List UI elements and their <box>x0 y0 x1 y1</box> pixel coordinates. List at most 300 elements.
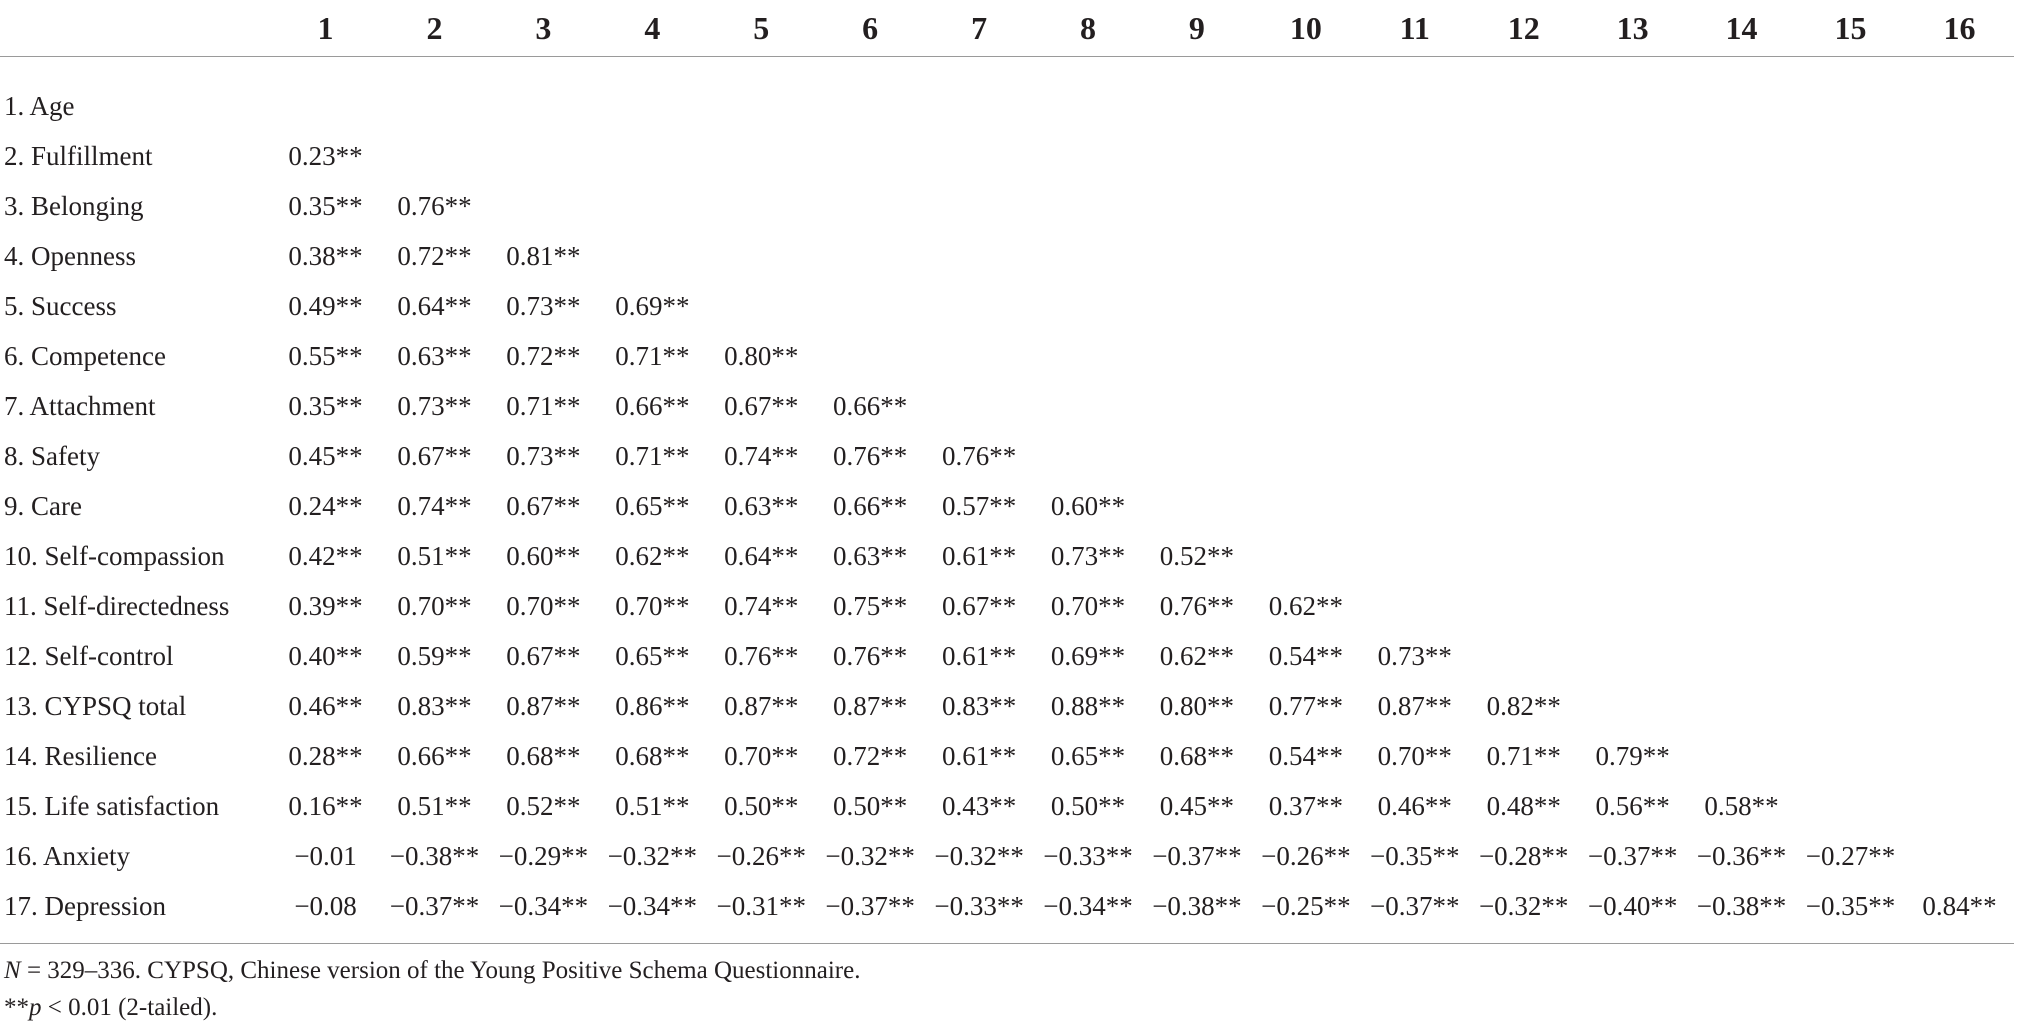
empty-cell <box>1578 131 1687 181</box>
correlation-cell: 0.74** <box>724 440 799 471</box>
correlation-cell: 0.73** <box>506 440 581 471</box>
empty-cell <box>1469 431 1578 481</box>
correlation-cell: 0.83** <box>941 690 1017 721</box>
correlation-cell: 0.68** <box>615 740 690 771</box>
correlation-cell: −0.28** <box>1478 840 1569 871</box>
correlation-cell: 0.70** <box>615 590 690 621</box>
footnote-sample-size <box>4 952 860 989</box>
correlation-cell: 0.62** <box>1159 640 1235 671</box>
correlation-cell: 0.62** <box>615 540 690 571</box>
empty-cell <box>1251 81 1360 131</box>
empty-cell <box>1687 531 1796 581</box>
empty-cell <box>925 181 1034 231</box>
empty-cell <box>816 181 925 231</box>
correlation-cell: 0.72** <box>506 340 581 371</box>
correlation-cell: 0.64** <box>397 290 472 321</box>
correlation-cell: 0.80** <box>1159 690 1235 721</box>
correlation-cell: 0.76** <box>724 640 799 671</box>
correlation-cell: −0.08 <box>294 890 357 921</box>
correlation-cell: 0.67** <box>506 490 581 521</box>
row-label: 15. Life satisfaction <box>4 790 220 821</box>
empty-cell <box>1687 581 1796 631</box>
empty-cell <box>1360 181 1469 231</box>
empty-cell <box>1796 781 1905 831</box>
footnote-n-text: = 329–336. CYPSQ, Chinese version of the Young Positive Schema Questionnaire. <box>20 957 861 984</box>
empty-cell <box>1469 231 1578 281</box>
empty-cell <box>1796 181 1905 231</box>
empty-cell <box>1251 181 1360 231</box>
correlation-cell: 0.66** <box>833 390 908 421</box>
correlation-cell: 0.43** <box>941 790 1017 821</box>
correlation-cell: 0.76** <box>1159 590 1235 621</box>
correlation-cell: 0.71** <box>615 440 690 471</box>
correlation-cell: 0.71** <box>506 390 581 421</box>
correlation-cell: −0.38** <box>389 840 480 871</box>
correlation-cell: −0.40** <box>1587 890 1678 921</box>
column-header-15: 15 <box>1834 9 1867 46</box>
correlation-cell: 0.83** <box>397 690 472 721</box>
empty-cell <box>1469 581 1578 631</box>
correlation-cell: 0.75** <box>833 590 908 621</box>
correlation-cell: 0.73** <box>397 390 472 421</box>
empty-cell <box>1905 131 2014 181</box>
empty-cell <box>1142 181 1251 231</box>
correlation-cell: −0.25** <box>1261 890 1351 921</box>
correlation-cell: 0.73** <box>506 290 581 321</box>
empty-cell <box>1034 381 1143 431</box>
correlation-cell: −0.31** <box>716 890 806 921</box>
correlation-cell: 0.71** <box>615 340 690 371</box>
empty-cell <box>1251 481 1360 531</box>
correlation-cell: 0.87** <box>506 690 581 721</box>
empty-cell <box>1142 381 1251 431</box>
correlation-cell: −0.34** <box>1043 890 1133 921</box>
empty-cell <box>1251 431 1360 481</box>
correlation-cell: −0.32** <box>1478 890 1569 921</box>
empty-cell <box>1034 231 1143 281</box>
empty-cell <box>1578 331 1687 381</box>
empty-cell <box>1360 581 1469 631</box>
empty-cell <box>1796 131 1905 181</box>
empty-cell <box>1142 331 1251 381</box>
correlation-cell: 0.59** <box>397 640 472 671</box>
empty-cell <box>1469 531 1578 581</box>
correlation-cell: 0.51** <box>397 540 472 571</box>
correlation-cell: 0.69** <box>1050 640 1126 671</box>
empty-cell <box>1796 631 1905 681</box>
empty-cell <box>1905 331 2014 381</box>
empty-cell <box>1796 331 1905 381</box>
empty-cell <box>1034 281 1143 331</box>
footer-spacer-row <box>0 931 2014 944</box>
row-label: 2. Fulfillment <box>4 140 153 171</box>
empty-cell <box>1360 531 1469 581</box>
empty-cell <box>1796 731 1905 781</box>
correlation-cell: 0.39** <box>288 590 363 621</box>
empty-cell <box>1251 531 1360 581</box>
empty-cell <box>1687 681 1796 731</box>
correlation-cell: −0.38** <box>1696 890 1787 921</box>
correlation-cell: 0.23** <box>288 140 363 171</box>
correlation-cell: 0.60** <box>1050 490 1126 521</box>
correlation-cell: 0.65** <box>615 490 690 521</box>
empty-cell <box>598 131 707 181</box>
empty-cell <box>1578 581 1687 631</box>
correlation-cell: 0.70** <box>724 740 799 771</box>
empty-cell <box>1687 381 1796 431</box>
correlation-cell: 0.66** <box>833 490 908 521</box>
empty-cell <box>1360 281 1469 331</box>
footnote-significance <box>4 989 860 1026</box>
correlation-cell: −0.26** <box>716 840 806 871</box>
empty-cell <box>489 81 598 131</box>
row-label: 17. Depression <box>4 890 166 921</box>
correlation-cell: −0.34** <box>498 890 589 921</box>
row-label: 7. Attachment <box>4 390 156 421</box>
row-label: 3. Belonging <box>4 190 144 221</box>
row-label: 14. Resilience <box>4 740 157 771</box>
empty-cell <box>816 231 925 281</box>
empty-cell <box>1905 481 2014 531</box>
table-row <box>0 331 2014 381</box>
column-header-12: 12 <box>1507 9 1540 46</box>
correlation-cell: 0.52** <box>1159 540 1235 571</box>
empty-cell <box>707 281 816 331</box>
correlation-cell: 0.51** <box>397 790 472 821</box>
correlation-cell: −0.29** <box>498 840 589 871</box>
empty-cell <box>1687 131 1796 181</box>
correlation-cell: 0.55** <box>288 340 363 371</box>
correlation-cell: 0.68** <box>1159 740 1235 771</box>
correlation-cell: 0.38** <box>288 240 363 271</box>
correlation-cell: 0.74** <box>724 590 799 621</box>
correlation-cell: 0.37** <box>1268 790 1343 821</box>
correlation-cell: 0.80** <box>724 340 799 371</box>
table-row <box>0 681 2014 731</box>
correlation-cell: 0.48** <box>1486 790 1561 821</box>
correlation-cell: −0.37** <box>1370 890 1460 921</box>
empty-cell <box>816 331 925 381</box>
correlation-cell: 0.88** <box>1050 690 1126 721</box>
empty-cell <box>1251 331 1360 381</box>
empty-cell <box>1142 431 1251 481</box>
empty-cell <box>1251 131 1360 181</box>
empty-cell <box>1687 631 1796 681</box>
empty-cell <box>1905 81 2014 131</box>
correlation-cell: 0.50** <box>724 790 799 821</box>
correlation-cell: 0.64** <box>724 540 799 571</box>
correlation-cell: 0.61** <box>941 640 1017 671</box>
empty-cell <box>1142 481 1251 531</box>
correlation-cell: 0.63** <box>397 340 472 371</box>
empty-cell <box>1905 281 2014 331</box>
empty-cell <box>1796 231 1905 281</box>
empty-cell <box>1905 731 2014 781</box>
column-header-2: 2 <box>426 9 443 46</box>
empty-cell <box>380 131 489 181</box>
correlation-cell: −0.26** <box>1261 840 1351 871</box>
empty-cell <box>1469 631 1578 681</box>
empty-cell <box>1905 431 2014 481</box>
column-header-1: 1 <box>317 9 334 46</box>
table-row <box>0 481 2014 531</box>
empty-cell <box>1360 381 1469 431</box>
correlation-cell: 0.58** <box>1704 790 1779 821</box>
empty-cell <box>1905 631 2014 681</box>
empty-cell <box>1796 381 1905 431</box>
correlation-cell: 0.50** <box>1050 790 1126 821</box>
row-label: 9. Care <box>4 490 82 521</box>
empty-cell <box>1687 331 1796 381</box>
table-footnotes <box>4 952 860 1026</box>
table-row <box>0 431 2014 481</box>
empty-cell <box>1142 131 1251 181</box>
correlation-cell: 0.61** <box>941 740 1017 771</box>
correlation-cell: 0.67** <box>397 440 472 471</box>
correlation-cell: 0.60** <box>506 540 581 571</box>
header-blank-cell <box>0 0 271 57</box>
empty-cell <box>1034 431 1143 481</box>
correlation-cell: 0.56** <box>1595 790 1670 821</box>
correlation-cell: 0.68** <box>506 740 581 771</box>
empty-cell <box>1360 231 1469 281</box>
correlation-cell: 0.45** <box>1159 790 1235 821</box>
empty-cell <box>380 81 489 131</box>
empty-cell <box>1796 581 1905 631</box>
empty-cell <box>598 181 707 231</box>
empty-cell <box>707 131 816 181</box>
correlation-cell: 0.86** <box>615 690 690 721</box>
header-spacer-row <box>0 57 2014 82</box>
correlation-cell: −0.27** <box>1805 840 1896 871</box>
empty-cell <box>1469 81 1578 131</box>
empty-cell <box>1142 231 1251 281</box>
empty-cell <box>1578 681 1687 731</box>
row-label: 10. Self-compassion <box>4 540 225 571</box>
correlation-cell: 0.87** <box>724 690 799 721</box>
empty-cell <box>1796 431 1905 481</box>
empty-cell <box>925 131 1034 181</box>
empty-cell <box>1578 281 1687 331</box>
table-row <box>0 531 2014 581</box>
correlation-cell: 0.28** <box>288 740 363 771</box>
correlation-cell: 0.87** <box>833 690 908 721</box>
correlation-cell: 0.87** <box>1377 690 1452 721</box>
empty-cell <box>271 81 380 131</box>
empty-cell <box>1360 331 1469 381</box>
correlation-cell: 0.45** <box>288 440 363 471</box>
correlation-cell: −0.32** <box>934 840 1024 871</box>
empty-cell <box>1034 181 1143 231</box>
empty-cell <box>1469 381 1578 431</box>
correlation-cell: 0.72** <box>833 740 908 771</box>
column-header-16: 16 <box>1943 9 1976 46</box>
empty-cell <box>1034 131 1143 181</box>
correlation-cell: 0.81** <box>506 240 581 271</box>
correlation-cell: 0.35** <box>288 390 363 421</box>
column-header-9: 9 <box>1188 9 1205 46</box>
correlation-cell: −0.37** <box>389 890 480 921</box>
column-header-8: 8 <box>1080 9 1096 46</box>
correlation-cell: 0.51** <box>615 790 690 821</box>
empty-cell <box>598 231 707 281</box>
correlation-cell: 0.76** <box>833 440 908 471</box>
empty-cell <box>1796 281 1905 331</box>
correlation-cell: −0.36** <box>1696 840 1787 871</box>
column-header-11: 11 <box>1399 9 1430 46</box>
correlation-cell: 0.76** <box>833 640 908 671</box>
empty-cell <box>1469 481 1578 531</box>
correlation-cell: −0.37** <box>1152 840 1242 871</box>
empty-cell <box>1469 131 1578 181</box>
correlation-cell: 0.74** <box>397 490 472 521</box>
empty-cell <box>1578 531 1687 581</box>
row-label: 6. Competence <box>4 340 166 371</box>
column-header-6: 6 <box>862 9 879 46</box>
empty-cell <box>1687 81 1796 131</box>
empty-cell <box>1905 581 2014 631</box>
correlation-cell: 0.42** <box>288 540 363 571</box>
row-label: 13. CYPSQ total <box>4 690 187 721</box>
correlation-cell: 0.24** <box>288 490 363 521</box>
empty-cell <box>1578 631 1687 681</box>
footnote-p-prefix: ** <box>4 994 29 1021</box>
empty-cell <box>707 81 816 131</box>
empty-cell <box>1578 481 1687 531</box>
empty-cell <box>1578 381 1687 431</box>
empty-cell <box>1687 231 1796 281</box>
correlation-cell: −0.32** <box>607 840 698 871</box>
table-row <box>0 281 2014 331</box>
correlation-cell: 0.63** <box>724 490 799 521</box>
table-row <box>0 781 2014 831</box>
table-row <box>0 81 2014 131</box>
table-body <box>0 57 2014 944</box>
empty-cell <box>598 81 707 131</box>
correlation-cell: 0.70** <box>1377 740 1452 771</box>
correlation-cell: −0.34** <box>607 890 698 921</box>
correlation-cell: 0.46** <box>1377 790 1452 821</box>
correlation-cell: −0.35** <box>1370 840 1460 871</box>
empty-cell <box>707 231 816 281</box>
column-header-13: 13 <box>1616 9 1649 46</box>
table-row <box>0 131 2014 181</box>
correlation-cell: 0.76** <box>397 190 472 221</box>
correlation-cell: 0.77** <box>1268 690 1343 721</box>
correlation-cell: 0.69** <box>615 290 690 321</box>
correlation-cell: 0.73** <box>1377 640 1452 671</box>
empty-cell <box>925 81 1034 131</box>
correlation-cell: 0.66** <box>615 390 690 421</box>
correlation-cell: −0.37** <box>825 890 915 921</box>
empty-cell <box>1905 681 2014 731</box>
table-row <box>0 881 2014 931</box>
empty-cell <box>1905 531 2014 581</box>
correlation-cell: 0.84** <box>1922 890 1997 921</box>
empty-cell <box>1578 231 1687 281</box>
empty-cell <box>1360 431 1469 481</box>
empty-cell <box>1469 331 1578 381</box>
correlation-cell: −0.33** <box>934 890 1024 921</box>
empty-cell <box>1687 281 1796 331</box>
empty-cell <box>1142 81 1251 131</box>
correlation-cell: 0.72** <box>397 240 472 271</box>
table-row <box>0 581 2014 631</box>
correlation-cell: 0.63** <box>833 540 908 571</box>
footnote-n-label: N <box>4 957 21 984</box>
row-label: 11. Self-directedness <box>4 590 230 621</box>
empty-cell <box>1687 181 1796 231</box>
empty-cell <box>1905 831 2014 881</box>
correlation-cell: 0.35** <box>288 190 363 221</box>
empty-cell <box>1905 781 2014 831</box>
correlation-cell: 0.65** <box>615 640 690 671</box>
correlation-cell: 0.70** <box>1050 590 1126 621</box>
row-label: 12. Self-control <box>4 640 174 671</box>
correlation-cell: 0.66** <box>397 740 472 771</box>
correlation-cell: 0.67** <box>724 390 799 421</box>
empty-cell <box>1796 531 1905 581</box>
correlation-cell: 0.67** <box>941 590 1017 621</box>
empty-cell <box>816 281 925 331</box>
empty-cell <box>1796 81 1905 131</box>
table-row <box>0 231 2014 281</box>
correlation-cell: 0.73** <box>1050 540 1126 571</box>
empty-cell <box>1905 231 2014 281</box>
correlation-cell: 0.61** <box>941 540 1017 571</box>
empty-cell <box>1578 431 1687 481</box>
correlation-cell: 0.62** <box>1268 590 1343 621</box>
empty-cell <box>925 231 1034 281</box>
correlation-cell: 0.71** <box>1486 740 1561 771</box>
empty-cell <box>1251 231 1360 281</box>
row-label: 1. Age <box>4 90 75 121</box>
row-label: 8. Safety <box>4 440 100 471</box>
correlation-cell: 0.65** <box>1050 740 1126 771</box>
empty-cell <box>1578 181 1687 231</box>
empty-cell <box>816 131 925 181</box>
empty-cell <box>925 381 1034 431</box>
empty-cell <box>925 331 1034 381</box>
correlation-cell: −0.33** <box>1043 840 1133 871</box>
table-row <box>0 731 2014 781</box>
empty-cell <box>1469 281 1578 331</box>
empty-cell <box>1469 181 1578 231</box>
empty-cell <box>1905 181 2014 231</box>
correlation-cell: 0.16** <box>288 790 363 821</box>
correlation-cell: 0.54** <box>1268 640 1343 671</box>
empty-cell <box>1360 81 1469 131</box>
correlation-cell: −0.01 <box>294 840 357 871</box>
correlation-cell: −0.37** <box>1587 840 1678 871</box>
column-header-10: 10 <box>1289 9 1322 46</box>
empty-cell <box>707 181 816 231</box>
empty-cell <box>489 131 598 181</box>
footnote-p-text: < 0.01 (2-tailed). <box>41 994 218 1021</box>
correlation-cell: −0.35** <box>1805 890 1896 921</box>
empty-cell <box>816 81 925 131</box>
empty-cell <box>489 181 598 231</box>
correlation-cell: 0.40** <box>288 640 363 671</box>
correlation-cell: 0.70** <box>397 590 472 621</box>
empty-cell <box>1796 681 1905 731</box>
correlation-cell: 0.49** <box>288 290 363 321</box>
correlation-cell: −0.38** <box>1152 890 1242 921</box>
empty-cell <box>1034 331 1143 381</box>
correlation-cell: 0.50** <box>833 790 908 821</box>
empty-cell <box>1251 381 1360 431</box>
row-label: 16. Anxiety <box>4 840 130 871</box>
